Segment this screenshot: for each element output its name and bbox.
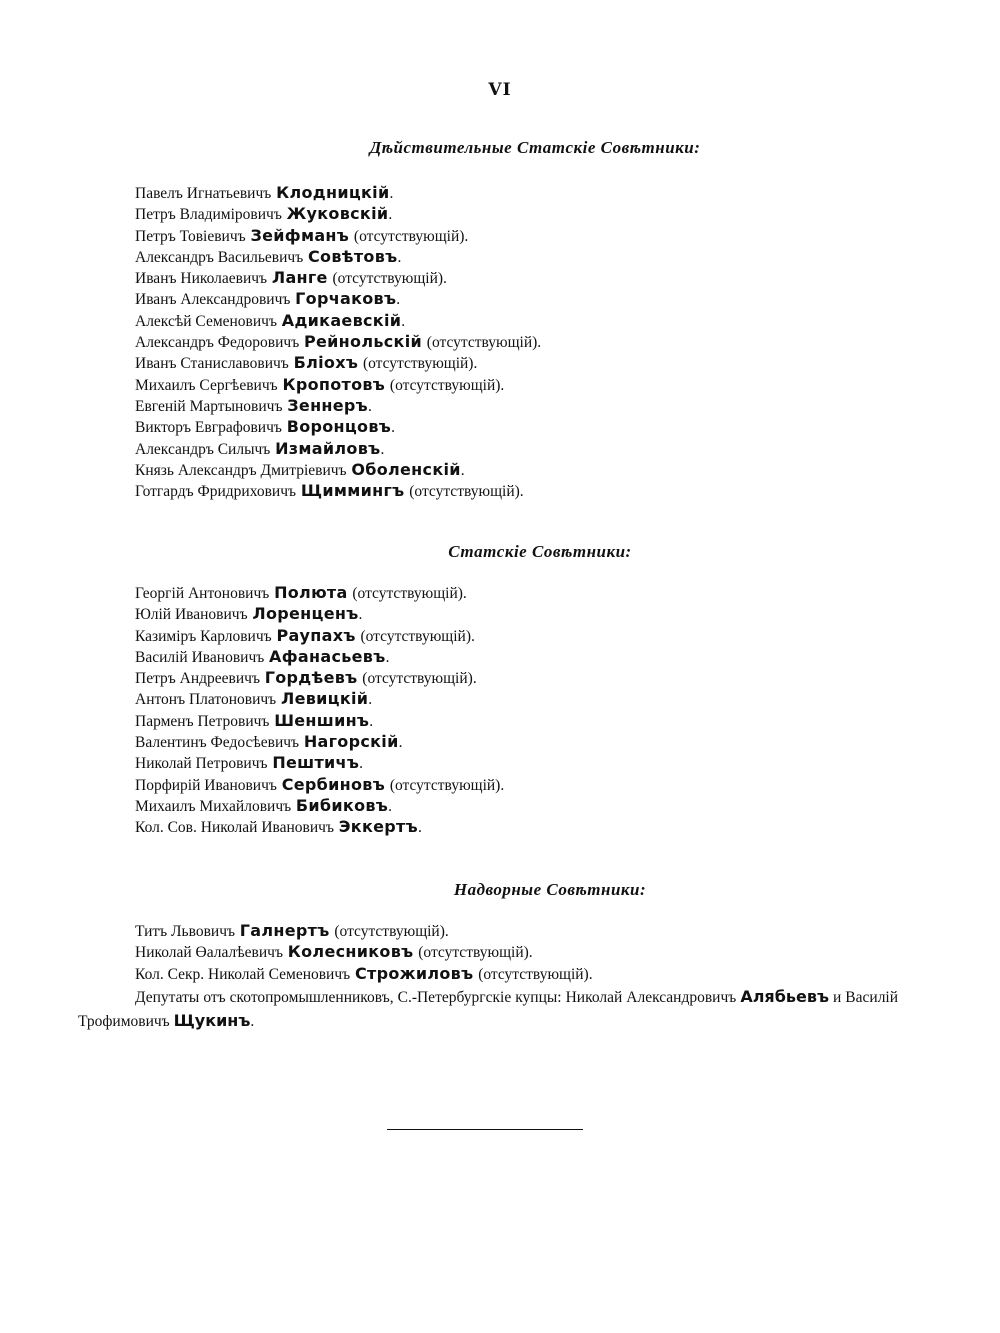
list-item [0, 395, 1000, 416]
given-names: Юлій Ивановичъ [135, 606, 248, 624]
surname: Шеншинъ [274, 710, 370, 730]
surname: Нагорскій [303, 732, 399, 752]
entry-note: (отсутствующій). [353, 227, 469, 245]
entry-list [0, 182, 1000, 501]
list-item [0, 667, 1000, 688]
surname: Сербиновъ [281, 774, 386, 794]
given-names: Готгардъ Фридриховичъ [135, 483, 297, 501]
surname: Горчаковъ [295, 289, 397, 309]
surname: Кропотовъ [282, 374, 386, 394]
section-court-councillors [0, 876, 1000, 984]
list-item [0, 774, 1000, 795]
surname: Полюта [274, 583, 348, 602]
surname: Адикаевскій [281, 310, 402, 330]
deputies-paragraph [78, 985, 898, 1033]
surname: Лоренценъ [252, 604, 359, 624]
entry-note: . [389, 185, 394, 202]
entry-note: . [368, 397, 372, 415]
given-names: Петръ Андреевичъ [135, 670, 260, 688]
entry-note: (отсутствующій). [362, 355, 478, 373]
entry-note: (отсутствующій). [352, 585, 467, 602]
given-names: Иванъ Николаевичъ [135, 270, 268, 288]
entry-note: . [417, 819, 422, 837]
surname: Щиммингъ [300, 481, 405, 501]
entry-note: (отсутствующій). [332, 270, 447, 288]
list-item [0, 710, 1000, 731]
given-names: Георгій Антоновичъ [135, 585, 270, 602]
entry-note: . [359, 755, 364, 773]
given-names: Петръ Владиміровичъ [135, 206, 282, 224]
deputies-intro: Депутаты отъ скотопромышленниковъ, С.-Петербургскіе купцы: Николай Александровичъ [135, 989, 737, 1006]
entry-note: . [380, 440, 385, 458]
list-item [0, 941, 1000, 962]
entry-note: . [397, 248, 402, 266]
list-item [0, 288, 1000, 309]
given-names: Александръ Васильевичъ [135, 248, 304, 266]
surname: Ланге [271, 268, 328, 288]
section-heading: Надворные Совѣтники: [453, 880, 647, 899]
surname: Рейнольскій [303, 332, 422, 352]
surname: Воронцовъ [286, 417, 392, 437]
surname: Гордѣевъ [264, 668, 358, 688]
list-item [0, 374, 1000, 395]
list-item [0, 646, 1000, 667]
entry-note: (отсутствующій). [478, 965, 593, 983]
given-names: Иванъ Александровичъ [135, 291, 291, 309]
surname: Жуковскій [286, 204, 389, 224]
given-names: Петръ Товіевичъ [135, 227, 246, 245]
list-item [0, 816, 1000, 837]
given-names: Николай Петровичъ [135, 755, 268, 773]
list-item [0, 752, 1000, 773]
given-names: Евгеній Мартыновичъ [135, 397, 283, 415]
deputy-surname: Щукинъ [173, 1011, 251, 1030]
entry-note: . [388, 797, 392, 815]
entry-note: . [396, 291, 401, 309]
entry-note: . [398, 734, 403, 752]
surname: Левицкій [280, 689, 369, 709]
entry-note: (отсутствующій). [362, 670, 477, 688]
entry-note: . [385, 648, 390, 666]
section-heading: Статскіе Совѣтники: [448, 542, 632, 561]
list-item [0, 246, 1000, 267]
list-item [0, 310, 1000, 331]
given-names: Александръ Силычъ [135, 440, 271, 458]
list-item [0, 688, 1000, 709]
surname: Зейфманъ [250, 225, 350, 245]
section-heading: Дѣйствительные Статскіе Совѣтники: [369, 138, 701, 157]
list-item [0, 731, 1000, 752]
given-names: Антонъ Платоновичъ [135, 691, 277, 709]
list-item [0, 459, 1000, 480]
entry-note: . [401, 312, 406, 330]
given-names: Порфирій Ивановичъ [135, 776, 277, 794]
entry-note: . [368, 691, 373, 709]
list-item [0, 225, 1000, 246]
given-names: Василій Ивановичъ [135, 648, 265, 666]
list-item [0, 480, 1000, 501]
section-state-councillors [0, 538, 1000, 838]
surname: Бліохъ [293, 353, 359, 373]
surname: Строжиловъ [354, 963, 474, 983]
deputies-conjunction: и Василій Трофимовичъ [78, 989, 899, 1030]
given-names: Титъ Львовичъ [135, 923, 236, 940]
list-item [0, 625, 1000, 646]
given-names: Кол. Секр. Николай Семеновичъ [135, 965, 351, 983]
list-item [0, 352, 1000, 373]
surname: Оболенскій [351, 459, 461, 479]
given-names: Кол. Сов. Николай Ивановичъ [135, 819, 334, 837]
surname: Зеннеръ [287, 395, 369, 415]
surname: Галнертъ [239, 921, 330, 940]
surname: Бибиковъ [295, 795, 389, 815]
given-names: Александръ Федоровичъ [135, 334, 300, 352]
entry-list [0, 582, 1000, 838]
list-item [0, 438, 1000, 459]
entry-note: (отсутствующій). [334, 923, 449, 940]
section-active-state-councillors [0, 134, 1000, 501]
list-item [0, 182, 1000, 203]
list-item [0, 603, 1000, 624]
surname: Измайловъ [275, 438, 381, 458]
given-names: Михаилъ Михайловичъ [135, 797, 292, 815]
list-item [0, 416, 1000, 437]
entry-note: (отсутствующій). [418, 944, 533, 962]
given-names: Валентинъ Федосѣевичъ [135, 734, 300, 752]
entry-note: . [388, 206, 393, 224]
entry-note: (отсутствующій). [360, 627, 475, 645]
entry-note: . [460, 461, 465, 479]
given-names: Казиміръ Карловичъ [135, 627, 272, 645]
given-names: Николай Өалалѣевичъ [135, 944, 283, 962]
list-item [0, 920, 1000, 941]
surname: Клодницкій [276, 183, 390, 202]
list-item [0, 331, 1000, 352]
deputy-surname: Алябьевъ [740, 987, 829, 1006]
surname: Афанасьевъ [269, 646, 386, 666]
list-item [0, 963, 1000, 984]
surname: Совѣтовъ [308, 246, 398, 266]
entry-note: . [369, 712, 374, 730]
surname: Раупахъ [276, 625, 356, 645]
given-names: Викторъ Евграфовичъ [135, 419, 282, 437]
entry-list [0, 920, 1000, 984]
deputies-end: . [250, 1013, 255, 1030]
list-item [0, 582, 1000, 603]
closing-rule [387, 1129, 583, 1130]
entry-note: . [391, 419, 395, 437]
entry-note: (отсутствующій). [426, 334, 542, 352]
entry-note: (отсутствующій). [389, 776, 505, 794]
given-names: Павелъ Игнатьевичъ [135, 185, 272, 202]
entry-note: (отсутствующій). [389, 376, 505, 394]
list-item [0, 267, 1000, 288]
given-names: Князь Александръ Дмитріевичъ [135, 461, 347, 479]
given-names: Михаилъ Сергѣевичъ [135, 376, 278, 394]
list-item [0, 795, 1000, 816]
entry-note: (отсутствующій). [409, 483, 524, 501]
page-number: VI [488, 80, 512, 100]
given-names: Иванъ Станиславовичъ [135, 355, 289, 373]
given-names: Алексѣй Семеновичъ [135, 312, 277, 330]
surname: Пештичъ [272, 753, 360, 773]
list-item [0, 203, 1000, 224]
surname: Эккертъ [338, 817, 418, 837]
entry-note: . [358, 606, 363, 624]
given-names: Парменъ Петровичъ [135, 712, 270, 730]
surname: Колесниковъ [287, 942, 414, 962]
